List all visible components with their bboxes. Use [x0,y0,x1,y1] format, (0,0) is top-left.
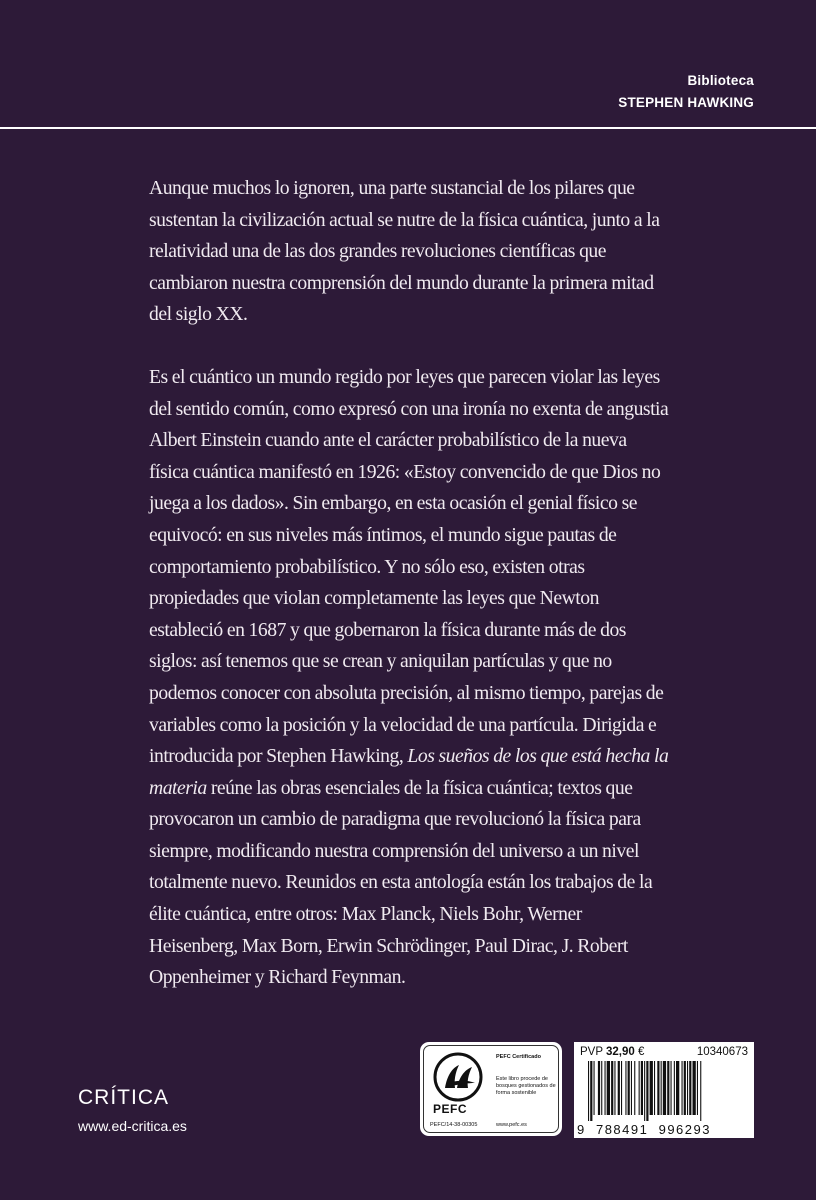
barcode-bar [621,1061,622,1115]
back-cover-blurb [149,173,669,994]
blurb-paragraph-1: Aunque muchos lo ignoren, una parte sustancial de los pilares que sustentan la civilización actual se nutre de la física cuántica, junto a la relatividad una de las dos grandes revoluciones científicas que cambiaron nuestra comprensión del mundo durante la primera mitad del siglo XX. [149,177,660,326]
blurb-paragraph-2 [149,362,669,994]
header-divider [0,127,816,129]
barcode-bar [667,1061,669,1115]
barcode-bar [641,1061,643,1115]
barcode-bar [601,1061,602,1115]
barcode-bar [588,1061,589,1121]
isbn-group-1: 788491 [595,1122,649,1137]
barcode-bar [598,1061,600,1115]
pefc-website: www.pefc.es [496,1122,527,1128]
barcode-bar [634,1061,635,1115]
barcode-bar [684,1061,686,1115]
barcode-bar [674,1061,675,1115]
barcode-bar [611,1061,613,1115]
barcode-bar [646,1061,648,1121]
price-label: PVP [580,1046,603,1058]
barcode-icon [588,1061,746,1121]
isbn-digits [577,1122,711,1137]
series-label [618,70,754,114]
barcode-bar [625,1061,626,1115]
barcode-bar [687,1061,688,1115]
product-reference: 10340673 [696,1046,748,1058]
barcode-bar [657,1061,659,1115]
pefc-certification-label [420,1042,562,1136]
barcode-bar [682,1061,683,1115]
price-barcode-label [574,1042,754,1138]
isbn-group-2: 996293 [658,1122,711,1137]
barcode-bar [697,1061,698,1115]
pefc-description: Este libro procede de bosques gestionados de forma sostenible [496,1076,556,1096]
barcode-bar [594,1061,595,1115]
pefc-certificate-code: PEFC/14-38-00305 [430,1122,478,1128]
publisher-website: www.ed-critica.es [78,1118,187,1134]
price-amount: 32,90 [606,1046,635,1058]
barcode-bar [671,1061,672,1115]
barcode-bar [639,1061,640,1115]
pefc-logo-text: PEFC [433,1102,468,1116]
barcode-bar [614,1061,615,1115]
pefc-certified-heading: PEFC Certificado [496,1054,541,1060]
barcode-bar [700,1061,701,1121]
barcode-bar [631,1061,632,1115]
barcode-bar [628,1061,630,1115]
barcode-bar [689,1061,691,1115]
price-currency: € [638,1046,645,1058]
pefc-tree-logo-icon [430,1052,486,1102]
book-title: Los sueños de los que está hecha la materia [149,745,669,799]
barcode-bar [676,1061,679,1115]
blurb-text-continued: reúne las obras esenciales de la física cuántica; textos que provocaron un cambio de paradigma que revolucionó la física para siempre, modificando nuestra comprensión del universo a un nivel totalmente nuevo. Reunidos en esta antología están los trabajos de la élite cuántica, entre otros: Max Planck, Niels Bohr, Werner Heisenberg, Max Born, Erwin Schrödinger, Paul Dirac, J. Robert Oppenheimer y Richard Feynman. [149,776,653,989]
barcode-bar [605,1061,606,1115]
series-line-1: Biblioteca [687,73,754,88]
barcode-bar [607,1061,610,1115]
barcode-bar [663,1061,666,1115]
barcode-bar [661,1061,662,1115]
barcode-bar [644,1061,645,1121]
barcode-bar [618,1061,620,1115]
barcode-bar [590,1061,592,1121]
blurb-text: Es el cuántico un mundo regido por leyes que parecen violar las leyes del sentido común, como expresó con una ironía no exenta de angustia Albert Einstein cuando ante el carácter probabilístico de la nueva física cuántica manifestó en 1926: «Estoy convencido de que Dios no juega a los dados». Sin embargo, en esta ocasión el genial físico se equivocó: en sus niveles más íntimos, el mundo sigue pautas de comportamiento probabilístico. Y no sólo eso, existen otras propiedades que violan completamente las leyes que Newton estableció en 1687 y que gobernaron la física durante más de dos siglos: así tenemos que se crean y aniquilan partículas y que no podemos conocer con absoluta precisión, al mismo tiempo, parejas de variables como la posición y la velocidad de una partícula. Dirigida e introducida por Stephen Hawking, [149,365,669,768]
isbn-prefix: 9 [577,1122,586,1137]
barcode-bar [693,1061,696,1115]
barcode-bar [650,1061,653,1115]
barcode-bar [654,1061,655,1115]
publisher-name: CRÍTICA [78,1086,169,1109]
price [580,1046,644,1058]
series-line-2: STEPHEN HAWKING [618,95,754,110]
